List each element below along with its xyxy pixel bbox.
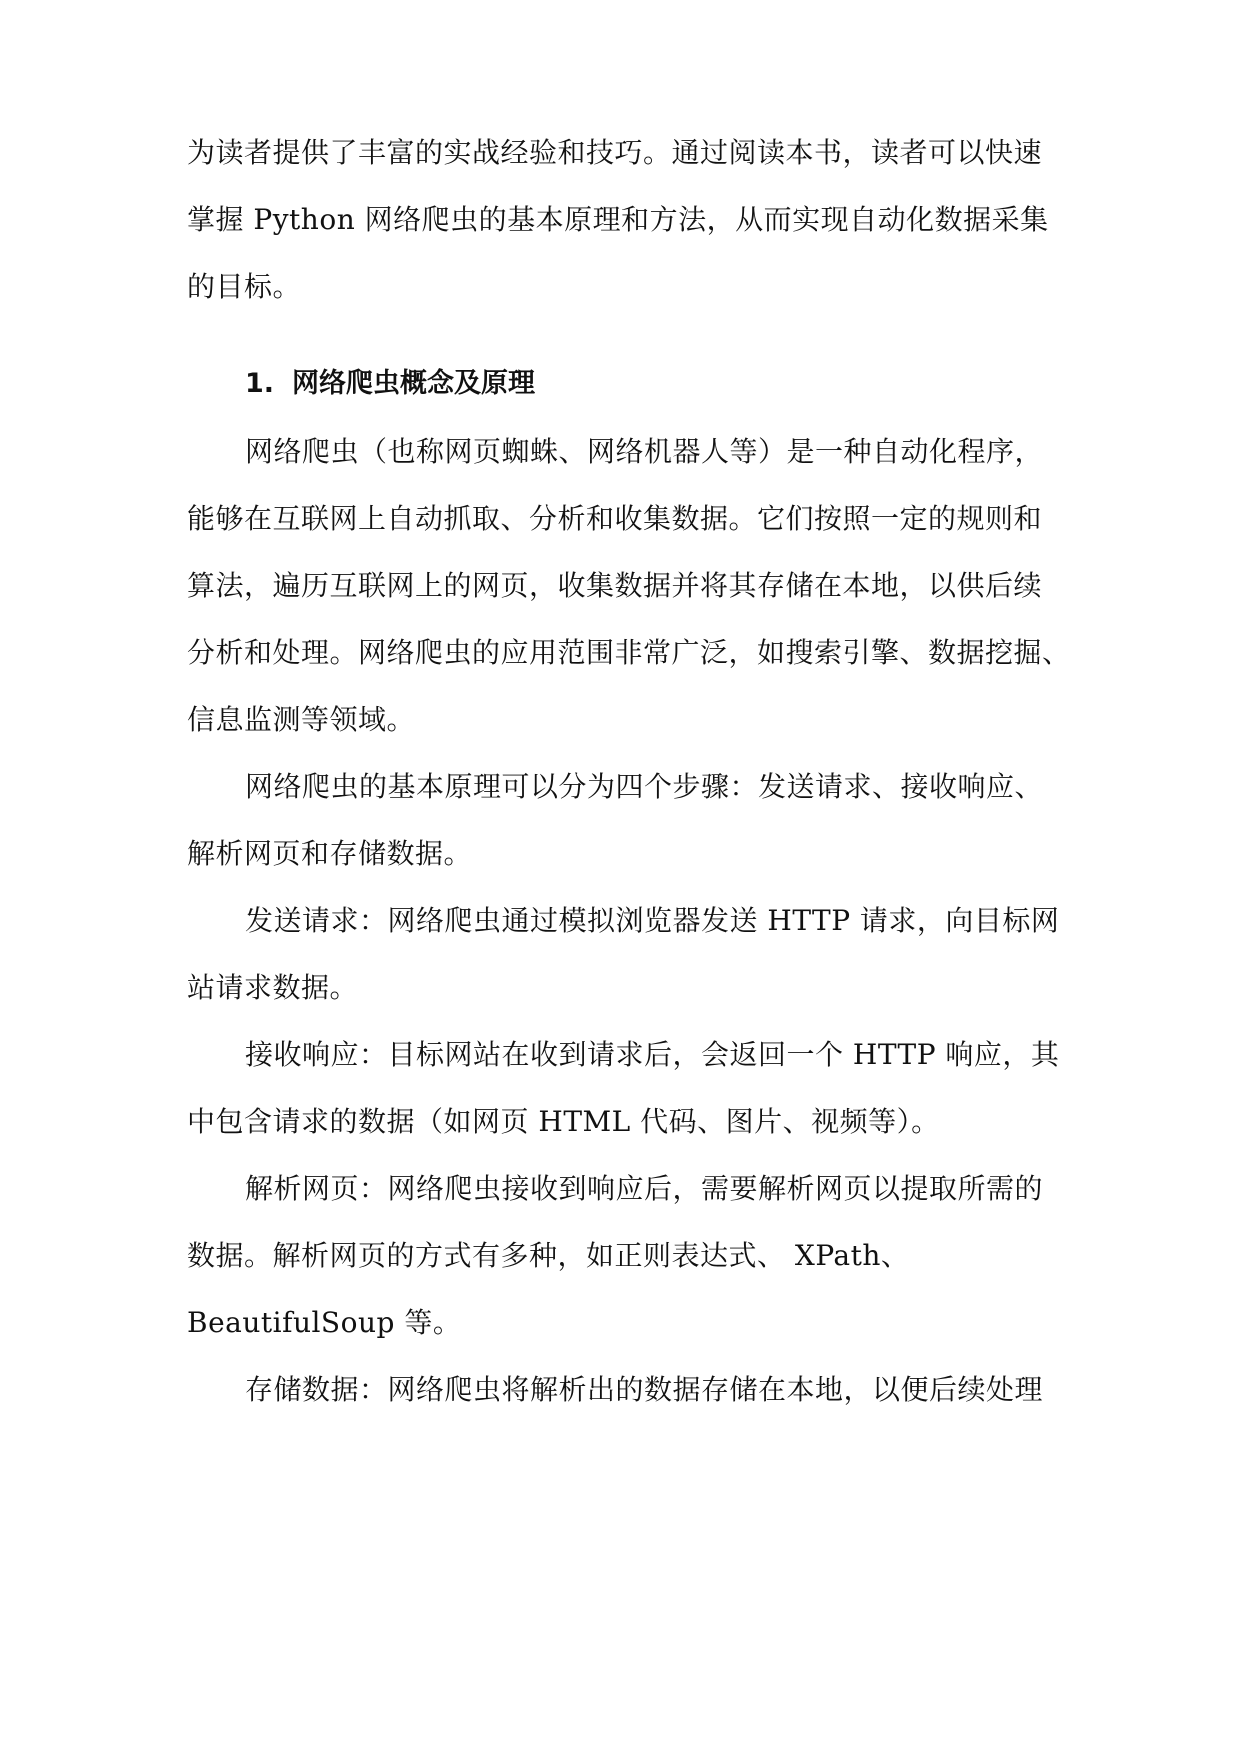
para1-line-4: 分析和处理。网络爬虫的应用范围非常广泛，如搜索引擎、数据挖掘、	[187, 636, 1071, 669]
para1-line-1: 网络爬虫（也称网页蜘蛛、网络机器人等）是一种自动化程序，	[245, 435, 1044, 468]
para2-line-2: 解析网页和存储数据。	[187, 837, 473, 870]
para5-line-3: BeautifulSoup 等。	[187, 1306, 462, 1339]
para1-line-3: 算法，遍历互联网上的网页，收集数据并将其存储在本地，以供后续	[187, 569, 1043, 602]
para2-line-1: 网络爬虫的基本原理可以分为四个步骤：发送请求、接收响应、	[245, 770, 1044, 803]
intro-line-3: 的目标。	[187, 270, 302, 303]
para1-line-2: 能够在互联网上自动抓取、分析和收集数据。它们按照一定的规则和	[187, 502, 1043, 535]
section-number: 1.	[245, 368, 275, 399]
para4-line-2: 中包含请求的数据（如网页 HTML 代码、图片、视频等）。	[187, 1105, 940, 1138]
intro-line-1: 为读者提供了丰富的实战经验和技巧。通过阅读本书，读者可以快速	[187, 136, 1043, 169]
para3-line-1: 发送请求：网络爬虫通过模拟浏览器发送 HTTP 请求，向目标网	[245, 904, 1060, 937]
para3-line-2: 站请求数据。	[187, 971, 359, 1004]
section-title: 网络爬虫概念及原理	[292, 368, 536, 399]
para1-line-5: 信息监测等领域。	[187, 703, 416, 736]
para5-line-2: 数据。解析网页的方式有多种，如正则表达式、 XPath、	[187, 1239, 910, 1272]
para4-line-1: 接收响应：目标网站在收到请求后，会返回一个 HTTP 响应，其	[245, 1038, 1060, 1071]
section-heading	[245, 364, 535, 404]
intro-line-2: 掌握 Python 网络爬虫的基本原理和方法，从而实现自动化数据采集	[187, 203, 1049, 236]
para5-line-1: 解析网页：网络爬虫接收到响应后，需要解析网页以提取所需的	[245, 1172, 1044, 1205]
para6-line-1: 存储数据：网络爬虫将解析出的数据存储在本地，以便后续处理	[245, 1373, 1044, 1406]
